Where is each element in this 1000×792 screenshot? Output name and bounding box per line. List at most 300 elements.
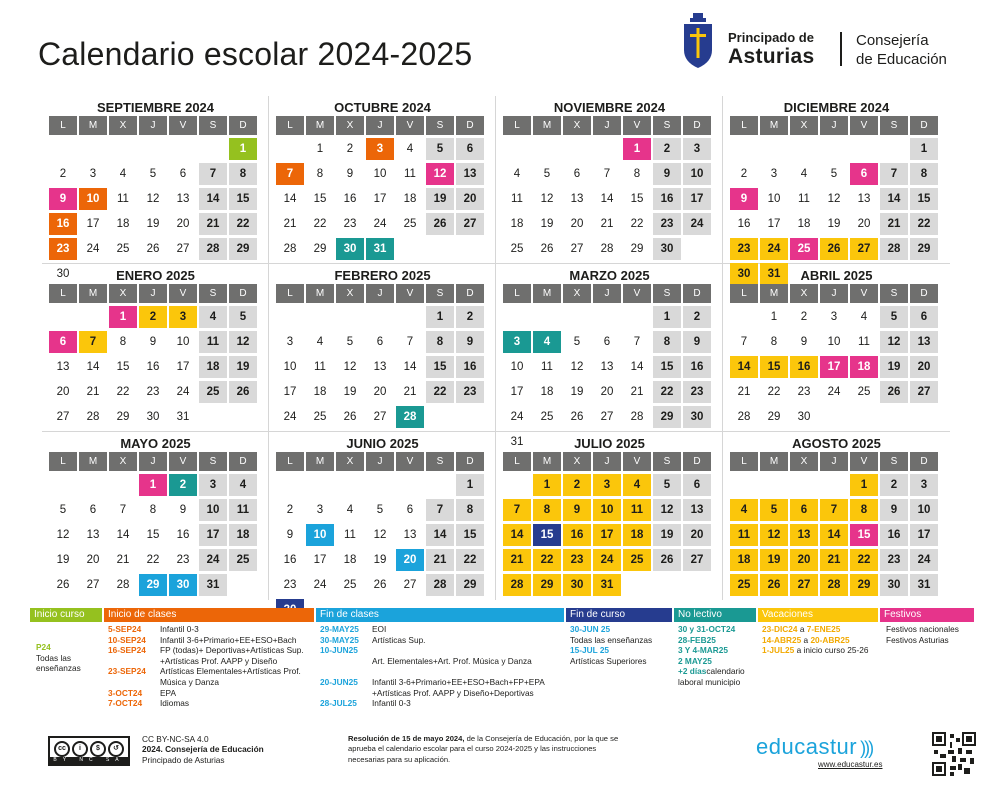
day-cell[interactable]: 22 [456, 549, 484, 571]
day-cell[interactable]: 23 [343, 218, 357, 230]
day-cell[interactable]: 6 [376, 336, 384, 348]
day-cell[interactable]: 8 [456, 499, 484, 521]
day-cell[interactable]: 11 [730, 524, 758, 546]
day-cell[interactable]: 23 [146, 386, 160, 398]
day-cell[interactable]: 24 [176, 386, 190, 398]
day-cell[interactable]: 11 [117, 193, 129, 205]
day-cell[interactable]: 21 [86, 386, 100, 398]
day-cell[interactable]: 9 [286, 529, 294, 541]
day-cell[interactable]: 25 [343, 579, 357, 591]
day-cell[interactable]: 24 [373, 218, 387, 230]
day-cell[interactable]: 13 [86, 529, 100, 541]
day-cell[interactable]: 15 [116, 361, 130, 373]
day-cell[interactable]: 10 [510, 361, 524, 373]
day-cell[interactable]: 8 [850, 499, 878, 521]
day-cell[interactable]: 13 [56, 361, 70, 373]
day-cell[interactable]: 14 [600, 193, 614, 205]
day-cell[interactable]: 29 [229, 238, 257, 260]
day-cell[interactable]: 13 [910, 331, 938, 353]
day-cell[interactable]: 17 [820, 356, 848, 378]
day-cell[interactable]: 28 [396, 406, 424, 428]
day-cell[interactable]: 26 [56, 579, 70, 591]
day-cell[interactable]: 12 [760, 524, 788, 546]
day-cell[interactable]: 21 [503, 549, 531, 571]
day-cell[interactable]: 16 [790, 356, 818, 378]
day-cell[interactable]: 6 [406, 504, 414, 516]
day-cell[interactable]: 5 [426, 138, 454, 160]
day-cell[interactable]: 7 [880, 163, 908, 185]
day-cell[interactable]: 3 [89, 168, 97, 180]
day-cell[interactable]: 25 [229, 549, 257, 571]
day-cell[interactable]: 8 [910, 163, 938, 185]
day-cell[interactable]: 22 [116, 386, 130, 398]
day-cell[interactable]: 3 [286, 336, 294, 348]
day-cell[interactable]: 17 [683, 188, 711, 210]
day-cell[interactable]: 14 [820, 524, 848, 546]
day-cell[interactable]: 11 [858, 336, 870, 348]
day-cell[interactable]: 22 [229, 213, 257, 235]
day-cell[interactable]: 15 [653, 356, 681, 378]
day-cell[interactable]: 26 [820, 238, 848, 260]
day-cell[interactable]: 12 [56, 529, 70, 541]
day-cell[interactable]: 4 [623, 474, 651, 496]
day-cell[interactable]: 4 [346, 504, 354, 516]
day-cell[interactable]: 5 [760, 499, 788, 521]
day-cell[interactable]: 7 [199, 163, 227, 185]
day-cell[interactable]: 11 [344, 529, 356, 541]
day-cell[interactable]: 30 [169, 574, 197, 596]
day-cell[interactable]: 22 [767, 386, 781, 398]
day-cell[interactable]: 14 [630, 361, 644, 373]
day-cell[interactable]: 27 [850, 238, 878, 260]
day-cell[interactable]: 27 [86, 579, 100, 591]
day-cell[interactable]: 29 [313, 243, 327, 255]
day-cell[interactable]: 12 [880, 331, 908, 353]
day-cell[interactable]: 14 [426, 524, 454, 546]
day-cell[interactable]: 12 [540, 193, 554, 205]
day-cell[interactable]: 18 [623, 524, 651, 546]
day-cell[interactable]: 31 [593, 574, 621, 596]
day-cell[interactable]: 11 [314, 361, 326, 373]
day-cell[interactable]: 27 [403, 579, 417, 591]
day-cell[interactable]: 11 [404, 168, 416, 180]
day-cell[interactable]: 13 [403, 529, 417, 541]
day-cell[interactable]: 10 [306, 524, 334, 546]
day-cell[interactable]: 16 [456, 356, 484, 378]
day-cell[interactable]: 28 [283, 243, 297, 255]
day-cell[interactable]: 14 [880, 188, 908, 210]
day-cell[interactable]: 21 [426, 549, 454, 571]
day-cell[interactable]: 10 [767, 193, 781, 205]
day-cell[interactable]: 2 [563, 474, 591, 496]
day-cell[interactable]: 19 [229, 356, 257, 378]
day-cell[interactable]: 29 [533, 574, 561, 596]
day-cell[interactable]: 19 [56, 554, 70, 566]
day-cell[interactable]: 28 [503, 574, 531, 596]
day-cell[interactable]: 21 [600, 218, 614, 230]
day-cell[interactable]: 21 [403, 386, 417, 398]
day-cell[interactable]: 29 [116, 411, 130, 423]
day-cell[interactable]: 14 [403, 361, 417, 373]
day-cell[interactable]: 2 [653, 138, 681, 160]
day-cell[interactable]: 25 [313, 411, 327, 423]
day-cell[interactable]: 10 [910, 499, 938, 521]
day-cell[interactable]: 5 [229, 306, 257, 328]
day-cell[interactable]: 24 [510, 411, 524, 423]
day-cell[interactable]: 30 [146, 411, 160, 423]
day-cell[interactable]: 1 [139, 474, 167, 496]
day-cell[interactable]: 23 [283, 579, 297, 591]
day-cell[interactable]: 8 [633, 168, 641, 180]
day-cell[interactable]: 29 [139, 574, 167, 596]
day-cell[interactable]: 7 [820, 499, 848, 521]
day-cell[interactable]: 12 [426, 163, 454, 185]
day-cell[interactable]: 13 [373, 361, 387, 373]
day-cell[interactable]: 30 [336, 238, 364, 260]
day-cell[interactable]: 17 [593, 524, 621, 546]
day-cell[interactable]: 19 [540, 218, 554, 230]
day-cell[interactable]: 4 [229, 474, 257, 496]
day-cell[interactable]: 26 [880, 381, 908, 403]
day-cell[interactable]: 31 [910, 574, 938, 596]
day-cell[interactable]: 21 [283, 218, 297, 230]
day-cell[interactable]: 19 [570, 386, 584, 398]
day-cell[interactable]: 9 [149, 336, 157, 348]
day-cell[interactable]: 9 [456, 331, 484, 353]
day-cell[interactable]: 18 [797, 218, 811, 230]
day-cell[interactable]: 8 [149, 504, 157, 516]
day-cell[interactable]: 3 [830, 311, 838, 323]
day-cell[interactable]: 30 [563, 574, 591, 596]
day-cell[interactable]: 23 [683, 381, 711, 403]
day-cell[interactable]: 10 [373, 168, 387, 180]
day-cell[interactable]: 28 [630, 411, 644, 423]
day-cell[interactable]: 5 [830, 168, 838, 180]
day-cell[interactable]: 5 [59, 504, 67, 516]
day-cell[interactable]: 13 [600, 361, 614, 373]
day-cell[interactable]: 14 [730, 356, 758, 378]
day-cell[interactable]: 23 [176, 554, 190, 566]
day-cell[interactable]: 28 [737, 411, 751, 423]
day-cell[interactable]: 28 [199, 238, 227, 260]
day-cell[interactable]: 11 [623, 499, 651, 521]
day-cell[interactable]: 15 [426, 356, 454, 378]
day-cell[interactable]: 3 [169, 306, 197, 328]
day-cell[interactable]: 29 [630, 243, 644, 255]
day-cell[interactable]: 24 [283, 411, 297, 423]
day-cell[interactable]: 18 [199, 356, 227, 378]
day-cell[interactable]: 24 [86, 243, 100, 255]
day-cell[interactable]: 26 [373, 579, 387, 591]
day-cell[interactable]: 20 [857, 218, 871, 230]
day-cell[interactable]: 19 [880, 356, 908, 378]
day-cell[interactable]: 6 [850, 163, 878, 185]
day-cell[interactable]: 26 [146, 243, 160, 255]
day-cell[interactable]: 10 [176, 336, 190, 348]
day-cell[interactable]: 5 [653, 474, 681, 496]
day-cell[interactable]: 17 [199, 524, 227, 546]
day-cell[interactable]: 20 [396, 549, 424, 571]
day-cell[interactable]: 1 [770, 311, 778, 323]
day-cell[interactable]: 23 [880, 549, 908, 571]
day-cell[interactable]: 6 [49, 331, 77, 353]
day-cell[interactable]: 1 [109, 306, 137, 328]
day-cell[interactable]: 30 [56, 268, 70, 280]
day-cell[interactable]: 10 [593, 499, 621, 521]
day-cell[interactable]: 20 [86, 554, 100, 566]
day-cell[interactable]: 11 [229, 499, 257, 521]
day-cell[interactable]: 10 [79, 188, 107, 210]
day-cell[interactable]: 8 [229, 163, 257, 185]
day-cell[interactable]: 23 [730, 238, 758, 260]
day-cell[interactable]: 13 [456, 163, 484, 185]
day-cell[interactable]: 3 [770, 168, 778, 180]
day-cell[interactable]: 2 [346, 143, 354, 155]
day-cell[interactable]: 19 [343, 386, 357, 398]
day-cell[interactable]: 6 [683, 474, 711, 496]
day-cell[interactable]: 25 [623, 549, 651, 571]
day-cell[interactable]: 5 [543, 168, 551, 180]
day-cell[interactable]: 3 [316, 504, 324, 516]
day-cell[interactable]: 31 [760, 263, 788, 285]
day-cell[interactable]: 13 [790, 524, 818, 546]
day-cell[interactable]: 27 [683, 549, 711, 571]
day-cell[interactable]: 23 [49, 238, 77, 260]
day-cell[interactable]: 1 [229, 138, 257, 160]
day-cell[interactable]: 16 [653, 188, 681, 210]
day-cell[interactable]: 18 [510, 218, 524, 230]
day-cell[interactable]: 12 [570, 361, 584, 373]
day-cell[interactable]: 28 [86, 411, 100, 423]
day-cell[interactable]: 21 [820, 549, 848, 571]
day-cell[interactable]: 4 [406, 143, 414, 155]
day-cell[interactable]: 17 [283, 386, 297, 398]
day-cell[interactable]: 13 [683, 499, 711, 521]
day-cell[interactable]: 25 [730, 574, 758, 596]
day-cell[interactable]: 15 [850, 524, 878, 546]
day-cell[interactable]: 14 [86, 361, 100, 373]
day-cell[interactable]: 1 [910, 138, 938, 160]
day-cell[interactable]: 16 [49, 213, 77, 235]
day-cell[interactable]: 12 [653, 499, 681, 521]
day-cell[interactable]: 4 [860, 311, 868, 323]
day-cell[interactable]: 25 [540, 411, 554, 423]
day-cell[interactable]: 7 [426, 499, 454, 521]
qr-code-icon[interactable] [932, 732, 976, 776]
day-cell[interactable]: 3 [683, 138, 711, 160]
day-cell[interactable]: 18 [403, 193, 417, 205]
day-cell[interactable]: 5 [149, 168, 157, 180]
day-cell[interactable]: 20 [910, 356, 938, 378]
day-cell[interactable]: 7 [633, 336, 641, 348]
day-cell[interactable]: 3 [199, 474, 227, 496]
day-cell[interactable]: 1 [426, 306, 454, 328]
day-cell[interactable]: 15 [910, 188, 938, 210]
day-cell[interactable]: 19 [653, 524, 681, 546]
day-cell[interactable]: 5 [346, 336, 354, 348]
day-cell[interactable]: 1 [850, 474, 878, 496]
day-cell[interactable]: 1 [456, 474, 484, 496]
day-cell[interactable]: 3 [910, 474, 938, 496]
day-cell[interactable]: 16 [563, 524, 591, 546]
day-cell[interactable]: 17 [910, 524, 938, 546]
day-cell[interactable]: 5 [573, 336, 581, 348]
day-cell[interactable]: 19 [426, 188, 454, 210]
day-cell[interactable]: 16 [343, 193, 357, 205]
day-cell[interactable]: 7 [79, 331, 107, 353]
day-cell[interactable]: 20 [456, 188, 484, 210]
day-cell[interactable]: 2 [683, 306, 711, 328]
day-cell[interactable]: 6 [179, 168, 187, 180]
day-cell[interactable]: 21 [199, 213, 227, 235]
day-cell[interactable]: 2 [59, 168, 67, 180]
day-cell[interactable]: 15 [313, 193, 327, 205]
day-cell[interactable]: 8 [653, 331, 681, 353]
day-cell[interactable]: 23 [653, 213, 681, 235]
day-cell[interactable]: 9 [563, 499, 591, 521]
day-cell[interactable]: 6 [89, 504, 97, 516]
day-cell[interactable]: 22 [146, 554, 160, 566]
day-cell[interactable]: 24 [827, 386, 841, 398]
day-cell[interactable]: 9 [730, 188, 758, 210]
day-cell[interactable]: 16 [146, 361, 160, 373]
day-cell[interactable]: 19 [760, 549, 788, 571]
day-cell[interactable]: 27 [456, 213, 484, 235]
day-cell[interactable]: 26 [343, 411, 357, 423]
day-cell[interactable]: 16 [683, 356, 711, 378]
day-cell[interactable]: 14 [503, 524, 531, 546]
day-cell[interactable]: 30 [683, 406, 711, 428]
day-cell[interactable]: 22 [630, 218, 644, 230]
day-cell[interactable]: 27 [570, 243, 584, 255]
day-cell[interactable]: 18 [540, 386, 554, 398]
day-cell[interactable]: 4 [119, 168, 127, 180]
day-cell[interactable]: 30 [653, 238, 681, 260]
day-cell[interactable]: 26 [229, 381, 257, 403]
day-cell[interactable]: 2 [880, 474, 908, 496]
day-cell[interactable]: 29 [456, 574, 484, 596]
day-cell[interactable]: 17 [510, 386, 524, 398]
day-cell[interactable]: 26 [426, 213, 454, 235]
day-cell[interactable]: 23 [456, 381, 484, 403]
day-cell[interactable]: 25 [510, 243, 524, 255]
day-cell[interactable]: 25 [857, 386, 871, 398]
day-cell[interactable]: 9 [880, 499, 908, 521]
day-cell[interactable]: 2 [286, 504, 294, 516]
day-cell[interactable]: 21 [880, 213, 908, 235]
day-cell[interactable]: 8 [770, 336, 778, 348]
day-cell[interactable]: 6 [573, 168, 581, 180]
day-cell[interactable]: 28 [426, 574, 454, 596]
day-cell[interactable]: 17 [176, 361, 190, 373]
day-cell[interactable]: 10 [283, 361, 297, 373]
day-cell[interactable]: 18 [850, 356, 878, 378]
day-cell[interactable]: 18 [116, 218, 130, 230]
day-cell[interactable]: 7 [603, 168, 611, 180]
day-cell[interactable]: 2 [740, 168, 748, 180]
day-cell[interactable]: 22 [313, 218, 327, 230]
day-cell[interactable]: 9 [179, 504, 187, 516]
day-cell[interactable]: 7 [119, 504, 127, 516]
day-cell[interactable]: 29 [767, 411, 781, 423]
day-cell[interactable]: 2 [456, 306, 484, 328]
day-cell[interactable]: 9 [683, 331, 711, 353]
day-cell[interactable]: 16 [737, 218, 751, 230]
day-cell[interactable]: 18 [343, 554, 357, 566]
day-cell[interactable]: 28 [600, 243, 614, 255]
day-cell[interactable]: 6 [603, 336, 611, 348]
day-cell[interactable]: 31 [366, 238, 394, 260]
day-cell[interactable]: 23 [797, 386, 811, 398]
day-cell[interactable]: 24 [199, 549, 227, 571]
day-cell[interactable]: 20 [600, 386, 614, 398]
day-cell[interactable]: 13 [857, 193, 871, 205]
day-cell[interactable]: 21 [116, 554, 130, 566]
day-cell[interactable]: 21 [630, 386, 644, 398]
day-cell[interactable]: 11 [541, 361, 553, 373]
day-cell[interactable]: 14 [199, 188, 227, 210]
day-cell[interactable]: 14 [116, 529, 130, 541]
day-cell[interactable]: 28 [116, 579, 130, 591]
day-cell[interactable]: 27 [790, 574, 818, 596]
day-cell[interactable]: 4 [730, 499, 758, 521]
day-cell[interactable]: 4 [199, 306, 227, 328]
day-cell[interactable]: 27 [373, 411, 387, 423]
day-cell[interactable]: 6 [456, 138, 484, 160]
day-cell[interactable]: 11 [798, 193, 810, 205]
day-cell[interactable]: 6 [790, 499, 818, 521]
day-cell[interactable]: 25 [790, 238, 818, 260]
day-cell[interactable]: 18 [313, 386, 327, 398]
day-cell[interactable]: 28 [820, 574, 848, 596]
day-cell[interactable]: 26 [760, 574, 788, 596]
day-cell[interactable]: 7 [276, 163, 304, 185]
day-cell[interactable]: 29 [850, 574, 878, 596]
day-cell[interactable]: 15 [533, 524, 561, 546]
day-cell[interactable]: 1 [316, 143, 324, 155]
day-cell[interactable]: 2 [139, 306, 167, 328]
day-cell[interactable]: 12 [373, 529, 387, 541]
day-cell[interactable]: 9 [653, 163, 681, 185]
day-cell[interactable]: 30 [797, 411, 811, 423]
day-cell[interactable]: 15 [456, 524, 484, 546]
day-cell[interactable]: 8 [316, 168, 324, 180]
day-cell[interactable]: 2 [169, 474, 197, 496]
day-cell[interactable]: 26 [540, 243, 554, 255]
day-cell[interactable]: 29 [910, 238, 938, 260]
day-cell[interactable]: 15 [146, 529, 160, 541]
day-cell[interactable]: 21 [737, 386, 751, 398]
day-cell[interactable]: 7 [406, 336, 414, 348]
day-cell[interactable]: 5 [880, 306, 908, 328]
day-cell[interactable]: 20 [56, 386, 70, 398]
day-cell[interactable]: 25 [116, 243, 130, 255]
day-cell[interactable]: 26 [653, 549, 681, 571]
day-cell[interactable]: 22 [426, 381, 454, 403]
day-cell[interactable]: 17 [86, 218, 100, 230]
day-cell[interactable]: 27 [176, 243, 190, 255]
day-cell[interactable]: 1 [653, 306, 681, 328]
day-cell[interactable]: 10 [199, 499, 227, 521]
day-cell[interactable]: 31 [199, 574, 227, 596]
day-cell[interactable]: 17 [313, 554, 327, 566]
day-cell[interactable]: 4 [800, 168, 808, 180]
day-cell[interactable]: 18 [229, 524, 257, 546]
day-cell[interactable]: 15 [229, 188, 257, 210]
day-cell[interactable]: 26 [570, 411, 584, 423]
day-cell[interactable]: 9 [346, 168, 354, 180]
day-cell[interactable]: 24 [683, 213, 711, 235]
